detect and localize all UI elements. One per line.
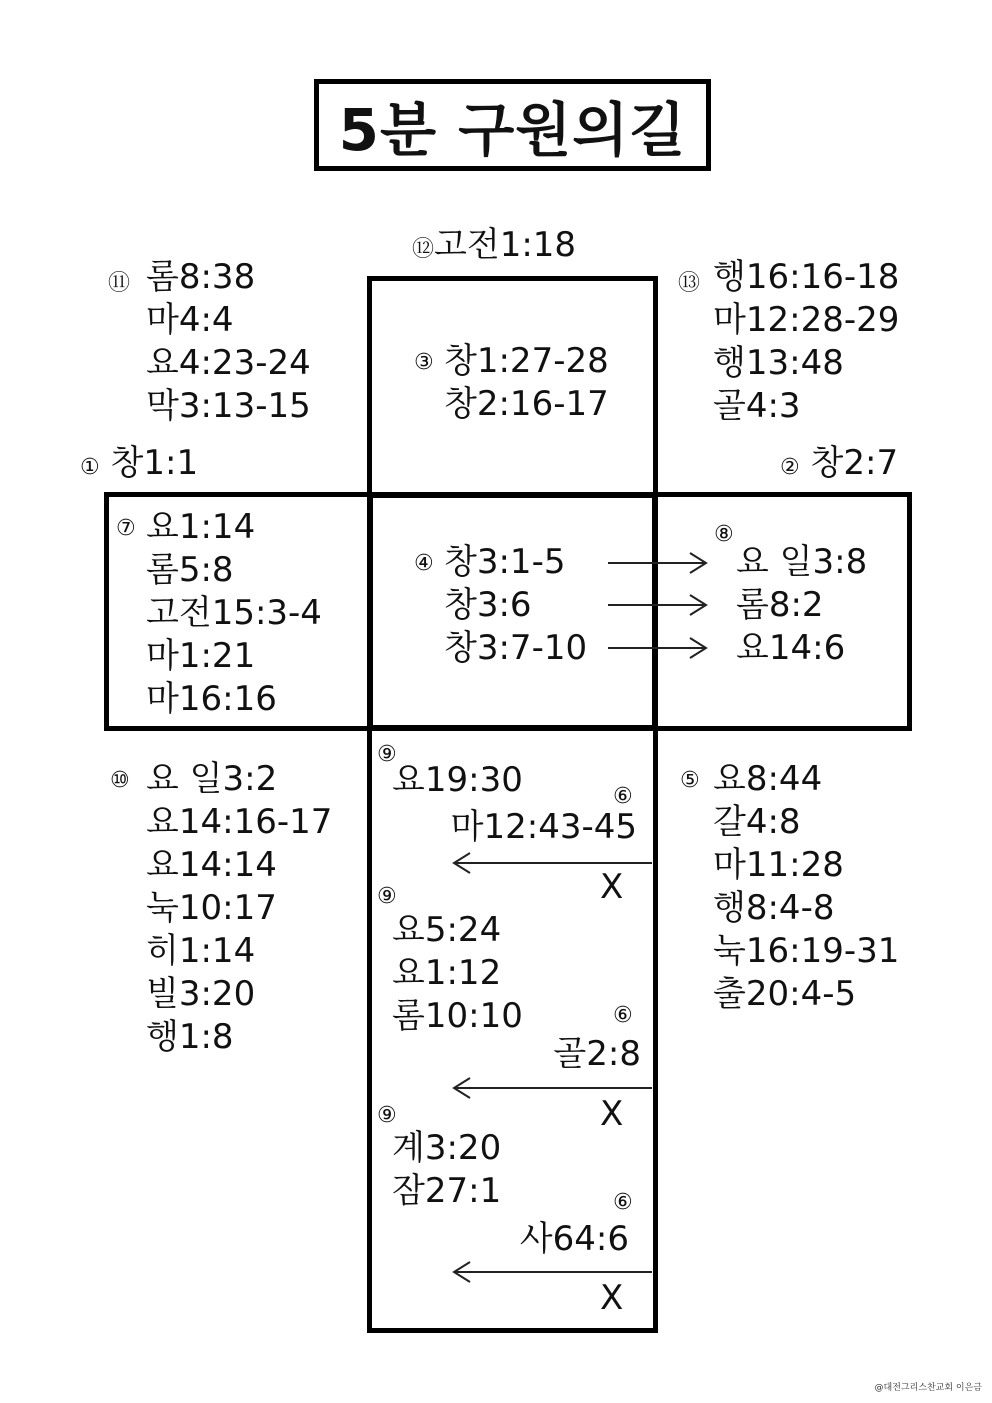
arrow-right-3 [608, 638, 706, 658]
ref: 행8:4-8 [713, 888, 835, 928]
ref: 행13:48 [713, 343, 844, 383]
marker-13: ⑬ [678, 271, 701, 296]
arm-left-label [80, 442, 198, 489]
ref: 고전1:18 [434, 225, 577, 265]
marker-4: ④ [414, 551, 434, 576]
stem-group3-refs [392, 1127, 501, 1213]
arrow-right-1 [608, 553, 706, 573]
stem-group3-side-ref: 사64:6 [519, 1219, 629, 1259]
ref: 출20:4-5 [713, 974, 857, 1014]
ref: 잠27:1 [392, 1171, 502, 1211]
marker-6: ⑥ [613, 1003, 633, 1028]
ref: 롬10:10 [392, 996, 523, 1036]
top-left-refs [146, 256, 311, 428]
ref: 마11:28 [713, 845, 844, 885]
ref: 요8:44 [713, 759, 823, 799]
ref: 요4:23-24 [146, 343, 311, 383]
ref: 마1:21 [146, 636, 256, 676]
ref: 마16:16 [146, 679, 277, 719]
marker-10: ⑩ [110, 768, 130, 793]
ref: 눅16:19-31 [713, 931, 900, 971]
ref: 골4:3 [713, 386, 801, 426]
ref: 마12:28-29 [713, 300, 900, 340]
top-label [412, 224, 576, 271]
ref: 행1:8 [146, 1017, 234, 1057]
ref: 롬5:8 [146, 550, 234, 590]
stem-group2-side-ref: 골2:8 [553, 1034, 641, 1074]
left-box-refs [146, 506, 322, 721]
stem-group1-x: X [600, 867, 624, 907]
ref: 요14:16-17 [146, 802, 333, 842]
stem-group1-refs [392, 759, 523, 802]
arm-right-label [780, 442, 898, 489]
marker-6: ⑥ [613, 1190, 633, 1215]
ref: 요1:12 [392, 953, 502, 993]
bottom-left-refs [146, 758, 332, 1059]
top-right-refs [713, 256, 899, 428]
right-box-refs [736, 541, 867, 670]
ref: 창3:7-10 [444, 628, 588, 668]
ref: 고전15:3-4 [146, 593, 322, 633]
ref: 눅10:17 [146, 888, 277, 928]
marker-8: ⑧ [714, 522, 734, 547]
arrow-right-2 [608, 595, 706, 615]
ref: 마4:4 [146, 300, 234, 340]
marker-11: ⑪ [108, 271, 131, 296]
ref: 창1:1 [110, 443, 199, 483]
center-box-refs [444, 541, 587, 670]
credit-text: @대전그리스찬교회 이은금 [874, 1383, 982, 1393]
stem-group1-side-ref: 마12:43-45 [450, 807, 637, 847]
ref: 창3:1-5 [444, 542, 566, 582]
marker-5: ⑤ [680, 768, 700, 793]
ref: 히1:14 [146, 931, 256, 971]
marker-9: ⑨ [377, 884, 397, 909]
marker-6: ⑥ [613, 784, 633, 809]
ref: 창2:16-17 [444, 384, 609, 424]
ref: 요1:14 [146, 507, 256, 547]
ref: 요 일3:2 [146, 759, 278, 799]
ref: 행16:16-18 [713, 257, 900, 297]
marker-9: ⑨ [377, 1103, 397, 1128]
ref: 요14:14 [146, 845, 277, 885]
marker-1: ① [80, 455, 100, 480]
ref: 요 일3:8 [736, 542, 868, 582]
stem-group2-x: X [600, 1094, 624, 1134]
stem-group2-refs [392, 909, 523, 1038]
ref: 요14:6 [736, 628, 846, 668]
page-title: 5분 구원의길 [338, 96, 687, 164]
marker-3: ③ [414, 350, 434, 375]
ref: 계3:20 [392, 1128, 502, 1168]
marker-2: ② [780, 455, 800, 480]
ref: 창3:6 [444, 585, 532, 625]
ref: 요19:30 [392, 760, 523, 800]
ref: 막3:13-15 [146, 386, 311, 426]
stem-group3-x: X [600, 1278, 624, 1318]
ref: 갈4:8 [713, 802, 801, 842]
ref: 창2:7 [810, 443, 899, 483]
marker-12: ⑫ [412, 237, 435, 262]
ref: 롬8:2 [736, 585, 824, 625]
bottom-right-refs [713, 758, 899, 1016]
marker-9: ⑨ [377, 742, 397, 767]
ref: 요5:24 [392, 910, 502, 950]
top-box-refs [444, 340, 609, 426]
ref: 창1:27-28 [444, 341, 609, 381]
marker-7: ⑦ [116, 516, 136, 541]
ref: 빌3:20 [146, 974, 256, 1014]
ref: 롬8:38 [146, 257, 256, 297]
